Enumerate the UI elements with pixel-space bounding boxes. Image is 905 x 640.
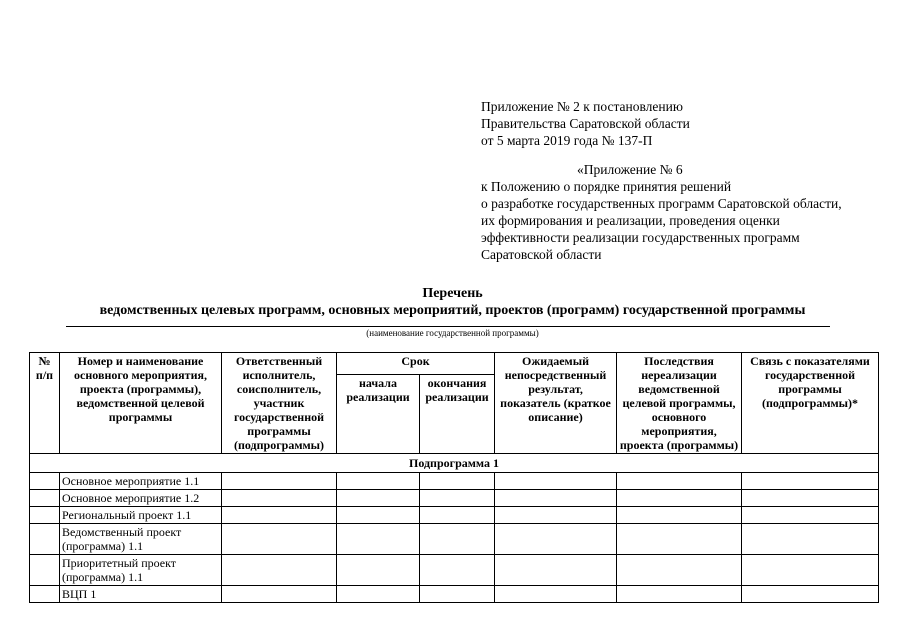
header-responsible: Ответственный исполнитель, соисполнитель, участник государственной программы (подпрограммы) xyxy=(222,353,337,454)
appendix-block xyxy=(481,98,842,263)
table-row xyxy=(30,473,879,490)
row-name: Ведомственный проект (программа) 1.1 xyxy=(60,524,222,555)
row-name: Приоритетный проект (программа) 1.1 xyxy=(60,555,222,586)
header-name: Номер и наименование основного мероприятия, проекта (программы), ведомственной целевой программы xyxy=(60,353,222,454)
header-consequences: Последствия нереализации ведомственной целевой программы, основного мероприятия, проекта (программы) xyxy=(617,353,742,454)
program-name-caption: (наименование государственной программы) xyxy=(366,328,539,338)
header-expected: Ожидаемый непосредственный результат, показатель (краткое описание) xyxy=(495,353,617,454)
appendix-line: их формирования и реализации, проведения оценки xyxy=(481,213,780,228)
table-row xyxy=(30,555,879,586)
appendix-line: Приложение № 2 к постановлению xyxy=(481,99,683,114)
header-row xyxy=(30,353,879,375)
title-line-2: ведомственных целевых программ, основных мероприятий, проектов (программ) государственной программы xyxy=(99,303,806,318)
header-link: Связь с показателями государственной программы (подпрограммы)* xyxy=(742,353,879,454)
row-name: Региональный проект 1.1 xyxy=(60,507,222,524)
row-name: ВЦП 1 xyxy=(60,586,222,603)
appendix-line: эффективности реализации государственных программ xyxy=(481,230,800,245)
title-line-1: Перечень xyxy=(422,286,483,301)
header-term: Срок xyxy=(337,353,495,375)
row-name: Основное мероприятие 1.2 xyxy=(60,490,222,507)
subprogram-label: Подпрограмма 1 xyxy=(30,454,879,473)
table-row xyxy=(30,507,879,524)
table-row xyxy=(30,524,879,555)
appendix-line: от 5 марта 2019 года № 137-П xyxy=(481,133,653,148)
programs-table xyxy=(29,352,879,603)
appendix-line: Правительства Саратовской области xyxy=(481,116,690,131)
program-name-underline xyxy=(66,326,830,327)
appendix-line: «Приложение № 6 xyxy=(577,162,683,177)
table-row xyxy=(30,586,879,603)
header-num: № п/п xyxy=(30,353,60,454)
table-row xyxy=(30,490,879,507)
appendix-line: Саратовской области xyxy=(481,247,602,262)
row-name: Основное мероприятие 1.1 xyxy=(60,473,222,490)
appendix-line: о разработке государственных программ Саратовской области, xyxy=(481,196,842,211)
appendix-line: к Положению о порядке принятия решений xyxy=(481,179,732,194)
subprogram-row xyxy=(30,454,879,473)
header-term-start: начала реализации xyxy=(337,375,420,454)
header-term-end: окончания реализации xyxy=(420,375,495,454)
document-title xyxy=(0,285,905,319)
